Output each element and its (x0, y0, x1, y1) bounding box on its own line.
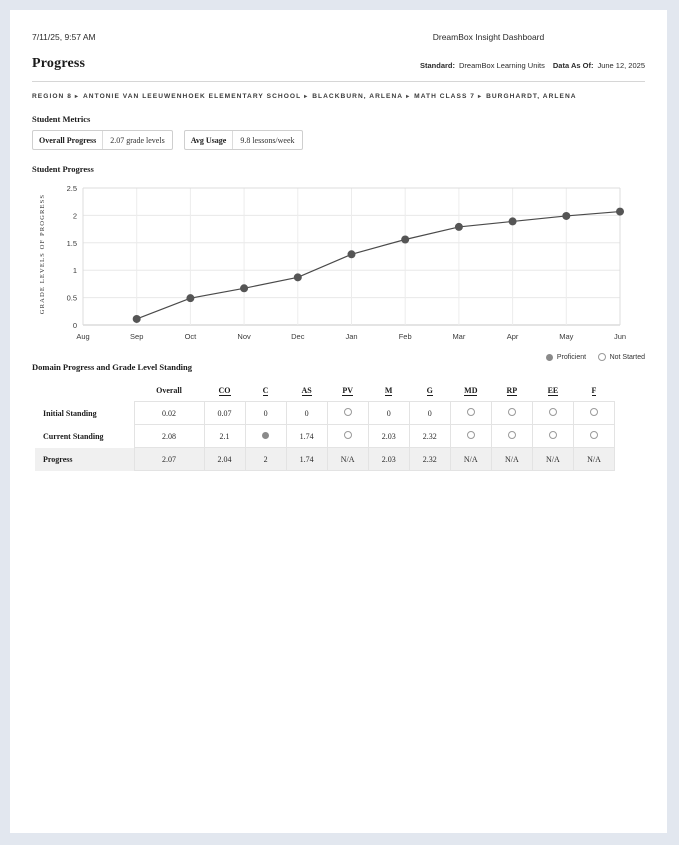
table-row (35, 448, 615, 471)
print-timestamp: 7/11/25, 9:57 AM (32, 32, 96, 42)
student-metrics-label: Student Metrics (32, 114, 91, 124)
print-doc-title: DreamBox Insight Dashboard (432, 32, 545, 42)
breadcrumb-item[interactable]: BURGHARDT, ARLENA (486, 93, 577, 100)
domain-table-cell (573, 402, 614, 425)
student-metrics-pills (32, 130, 645, 150)
domain-table-cell: 2.32 (409, 448, 450, 471)
not-started-dot-icon (590, 431, 598, 439)
chart-data-point[interactable] (401, 236, 409, 244)
domain-table-cell: 0.07 (204, 402, 245, 425)
domain-table-title: Domain Progress and Grade Level Standing (32, 362, 193, 372)
not-started-dot-icon (467, 431, 475, 439)
domain-table-column-header-label: C (262, 385, 269, 395)
not-started-dot-icon (344, 408, 352, 416)
domain-table-cell: 2 (245, 448, 286, 471)
domain-table-cell: 1.74 (286, 448, 327, 471)
domain-table-column-header-label: PV (342, 385, 353, 395)
domain-table-cell (327, 402, 368, 425)
domain-table-cell: 2.03 (368, 448, 409, 471)
page-title: Progress (32, 56, 86, 71)
chart-data-point[interactable] (455, 223, 463, 231)
standard-label: Standard: (420, 61, 456, 70)
chart-y-tick-label: 1.5 (66, 238, 77, 248)
domain-table-column-header[interactable] (409, 379, 450, 402)
domain-table-head (35, 379, 615, 402)
chart-data-point[interactable] (348, 250, 356, 258)
chart-x-tick-label: Apr (506, 332, 519, 341)
domain-table-column-header-label: AS (301, 385, 312, 395)
proficient-dot-icon (546, 354, 553, 361)
not-started-dot-icon (549, 431, 557, 439)
domain-table-column-header-label: G (426, 385, 433, 395)
report-meta (420, 61, 645, 72)
not-started-dot-icon (598, 353, 606, 361)
domain-table-column-header[interactable] (286, 379, 327, 402)
breadcrumb-item[interactable]: MATH CLASS 7 (414, 93, 475, 100)
not-started-dot-icon (344, 431, 352, 439)
metric-pill-label: Avg Usage (185, 131, 234, 149)
chart-y-tick-label: 2 (72, 211, 77, 221)
table-row (35, 402, 615, 425)
domain-table-column-header[interactable] (245, 379, 286, 402)
chart-x-tick-label: Dec (291, 332, 305, 341)
chart-y-tick-label: 0 (72, 321, 77, 330)
breadcrumb-item[interactable]: ANTONIE VAN LEEUWENHOEK ELEMENTARY SCHOOL (82, 93, 302, 100)
breadcrumb-separator-icon: ▸ (74, 94, 79, 100)
metric-pill-label: Overall Progress (33, 131, 103, 149)
domain-table-cell (573, 425, 614, 448)
chart-x-tick-label: Feb (398, 332, 412, 341)
domain-table-column-header[interactable] (573, 379, 614, 402)
domain-table-cell: N/A (573, 448, 614, 471)
domain-table-cell: 2.04 (204, 448, 245, 471)
chart-x-tick-label: Nov (237, 332, 251, 341)
chart-data-point[interactable] (509, 217, 517, 225)
breadcrumb-item[interactable]: BLACKBURN, ARLENA (312, 93, 404, 100)
student-progress-label: Student Progress (32, 164, 94, 174)
not-started-dot-icon (549, 408, 557, 416)
domain-table-column-header (35, 379, 134, 402)
not-started-dot-icon (508, 431, 516, 439)
chart-data-point[interactable] (294, 273, 302, 281)
domain-table-column-header: Overall (134, 379, 204, 402)
chart-x-tick-label: May (559, 332, 574, 341)
chart-data-point[interactable] (616, 208, 624, 216)
domain-table-column-header-label: CO (218, 385, 231, 395)
domain-table-cell (491, 402, 532, 425)
standard-value: DreamBox Learning Units (459, 61, 545, 70)
breadcrumb-separator-icon: ▸ (478, 94, 483, 100)
chart-x-tick-label: Jan (345, 332, 358, 341)
chart-data-point[interactable] (186, 294, 194, 302)
chart-series-line (137, 212, 620, 319)
domain-table-header-row (35, 379, 615, 402)
metric-pill-value: 9.8 lessons/week (240, 135, 295, 145)
domain-table-cell: N/A (327, 448, 368, 471)
breadcrumb-item[interactable]: REGION 8 (32, 93, 72, 100)
legend-label-not-started: Not Started (609, 353, 645, 361)
title-row (32, 56, 645, 82)
chart-legend (32, 353, 645, 361)
domain-table-row-label: Current Standing (43, 431, 104, 441)
domain-table-column-header[interactable] (532, 379, 573, 402)
domain-table-cell (450, 425, 491, 448)
page-content (10, 56, 667, 471)
domain-table-column-header[interactable] (491, 379, 532, 402)
domain-table-cell: N/A (450, 448, 491, 471)
breadcrumb (32, 93, 645, 100)
domain-table-cell (532, 425, 573, 448)
domain-table-column-header-label: MD (464, 385, 478, 395)
domain-table-cell: 2.1 (204, 425, 245, 448)
domain-table-cell: 2.32 (409, 425, 450, 448)
not-started-dot-icon (590, 408, 598, 416)
domain-table-cell: 0 (409, 402, 450, 425)
metric-pill-value: 2.07 grade levels (110, 135, 165, 145)
domain-table-column-header[interactable] (368, 379, 409, 402)
not-started-dot-icon (508, 408, 516, 416)
chart-data-point[interactable] (240, 284, 248, 292)
domain-table-cell: 2.07 (134, 448, 204, 471)
metric-pill (32, 130, 173, 150)
table-row (35, 425, 615, 448)
domain-table-column-header-label: M (384, 385, 393, 395)
domain-progress-table (35, 379, 615, 471)
domain-table-column-header-label: RP (506, 385, 518, 395)
data-as-of-value: June 12, 2025 (597, 61, 645, 70)
domain-table-column-header-label: F (591, 385, 597, 395)
chart-y-axis-title-text: GRADE LEVELS OF PROGRESS (39, 193, 46, 314)
page-card (10, 10, 667, 833)
domain-table-body (35, 402, 615, 471)
breadcrumb-separator-icon: ▸ (304, 94, 309, 100)
domain-table-cell: 1.74 (286, 425, 327, 448)
chart-y-tick-label: 0.5 (66, 293, 77, 303)
domain-table-row-label: Progress (35, 448, 134, 471)
legend-item-not-started (598, 353, 645, 361)
chart-x-tick-label: Jun (613, 332, 627, 341)
not-started-dot-icon (467, 408, 475, 416)
chart-y-tick-label: 2.5 (66, 184, 77, 193)
domain-table-cell (450, 402, 491, 425)
student-progress-chart (32, 181, 645, 351)
domain-table-cell: N/A (532, 448, 573, 471)
domain-table-column-header[interactable] (204, 379, 245, 402)
domain-table-cell: 0 (368, 402, 409, 425)
domain-table-cell (327, 425, 368, 448)
proficient-dot-icon (262, 432, 269, 439)
chart-x-tick-label: Mar (452, 332, 466, 341)
breadcrumb-separator-icon: ▸ (406, 94, 411, 100)
print-header (10, 10, 667, 42)
legend-item-proficient (546, 354, 586, 361)
domain-table-cell: N/A (491, 448, 532, 471)
domain-table-cell: 0 (245, 402, 286, 425)
data-as-of-label: Data As Of: (552, 61, 594, 70)
domain-table-column-header-label: EE (547, 385, 559, 395)
domain-table-cell: 2.08 (134, 425, 204, 448)
domain-table-cell (532, 402, 573, 425)
domain-table-row-label: Initial Standing (43, 408, 97, 418)
chart-x-tick-label: Oct (184, 332, 197, 341)
domain-table-column-header[interactable] (450, 379, 491, 402)
domain-table-cell: 0.02 (134, 402, 204, 425)
chart-y-tick-label: 1 (72, 266, 77, 276)
chart-x-tick-label: Aug (76, 332, 90, 341)
chart-x-tick-label: Sep (130, 332, 144, 341)
metric-pill (184, 130, 303, 150)
chart-data-point[interactable] (133, 315, 141, 323)
chart-data-point[interactable] (562, 212, 570, 220)
legend-label-proficient: Proficient (556, 353, 587, 361)
domain-table-cell: 2.03 (368, 425, 409, 448)
domain-table-cell (491, 425, 532, 448)
chart-canvas (32, 181, 645, 351)
domain-table-column-header[interactable] (327, 379, 368, 402)
domain-table-cell (245, 425, 286, 448)
domain-table-cell: 0 (286, 402, 327, 425)
